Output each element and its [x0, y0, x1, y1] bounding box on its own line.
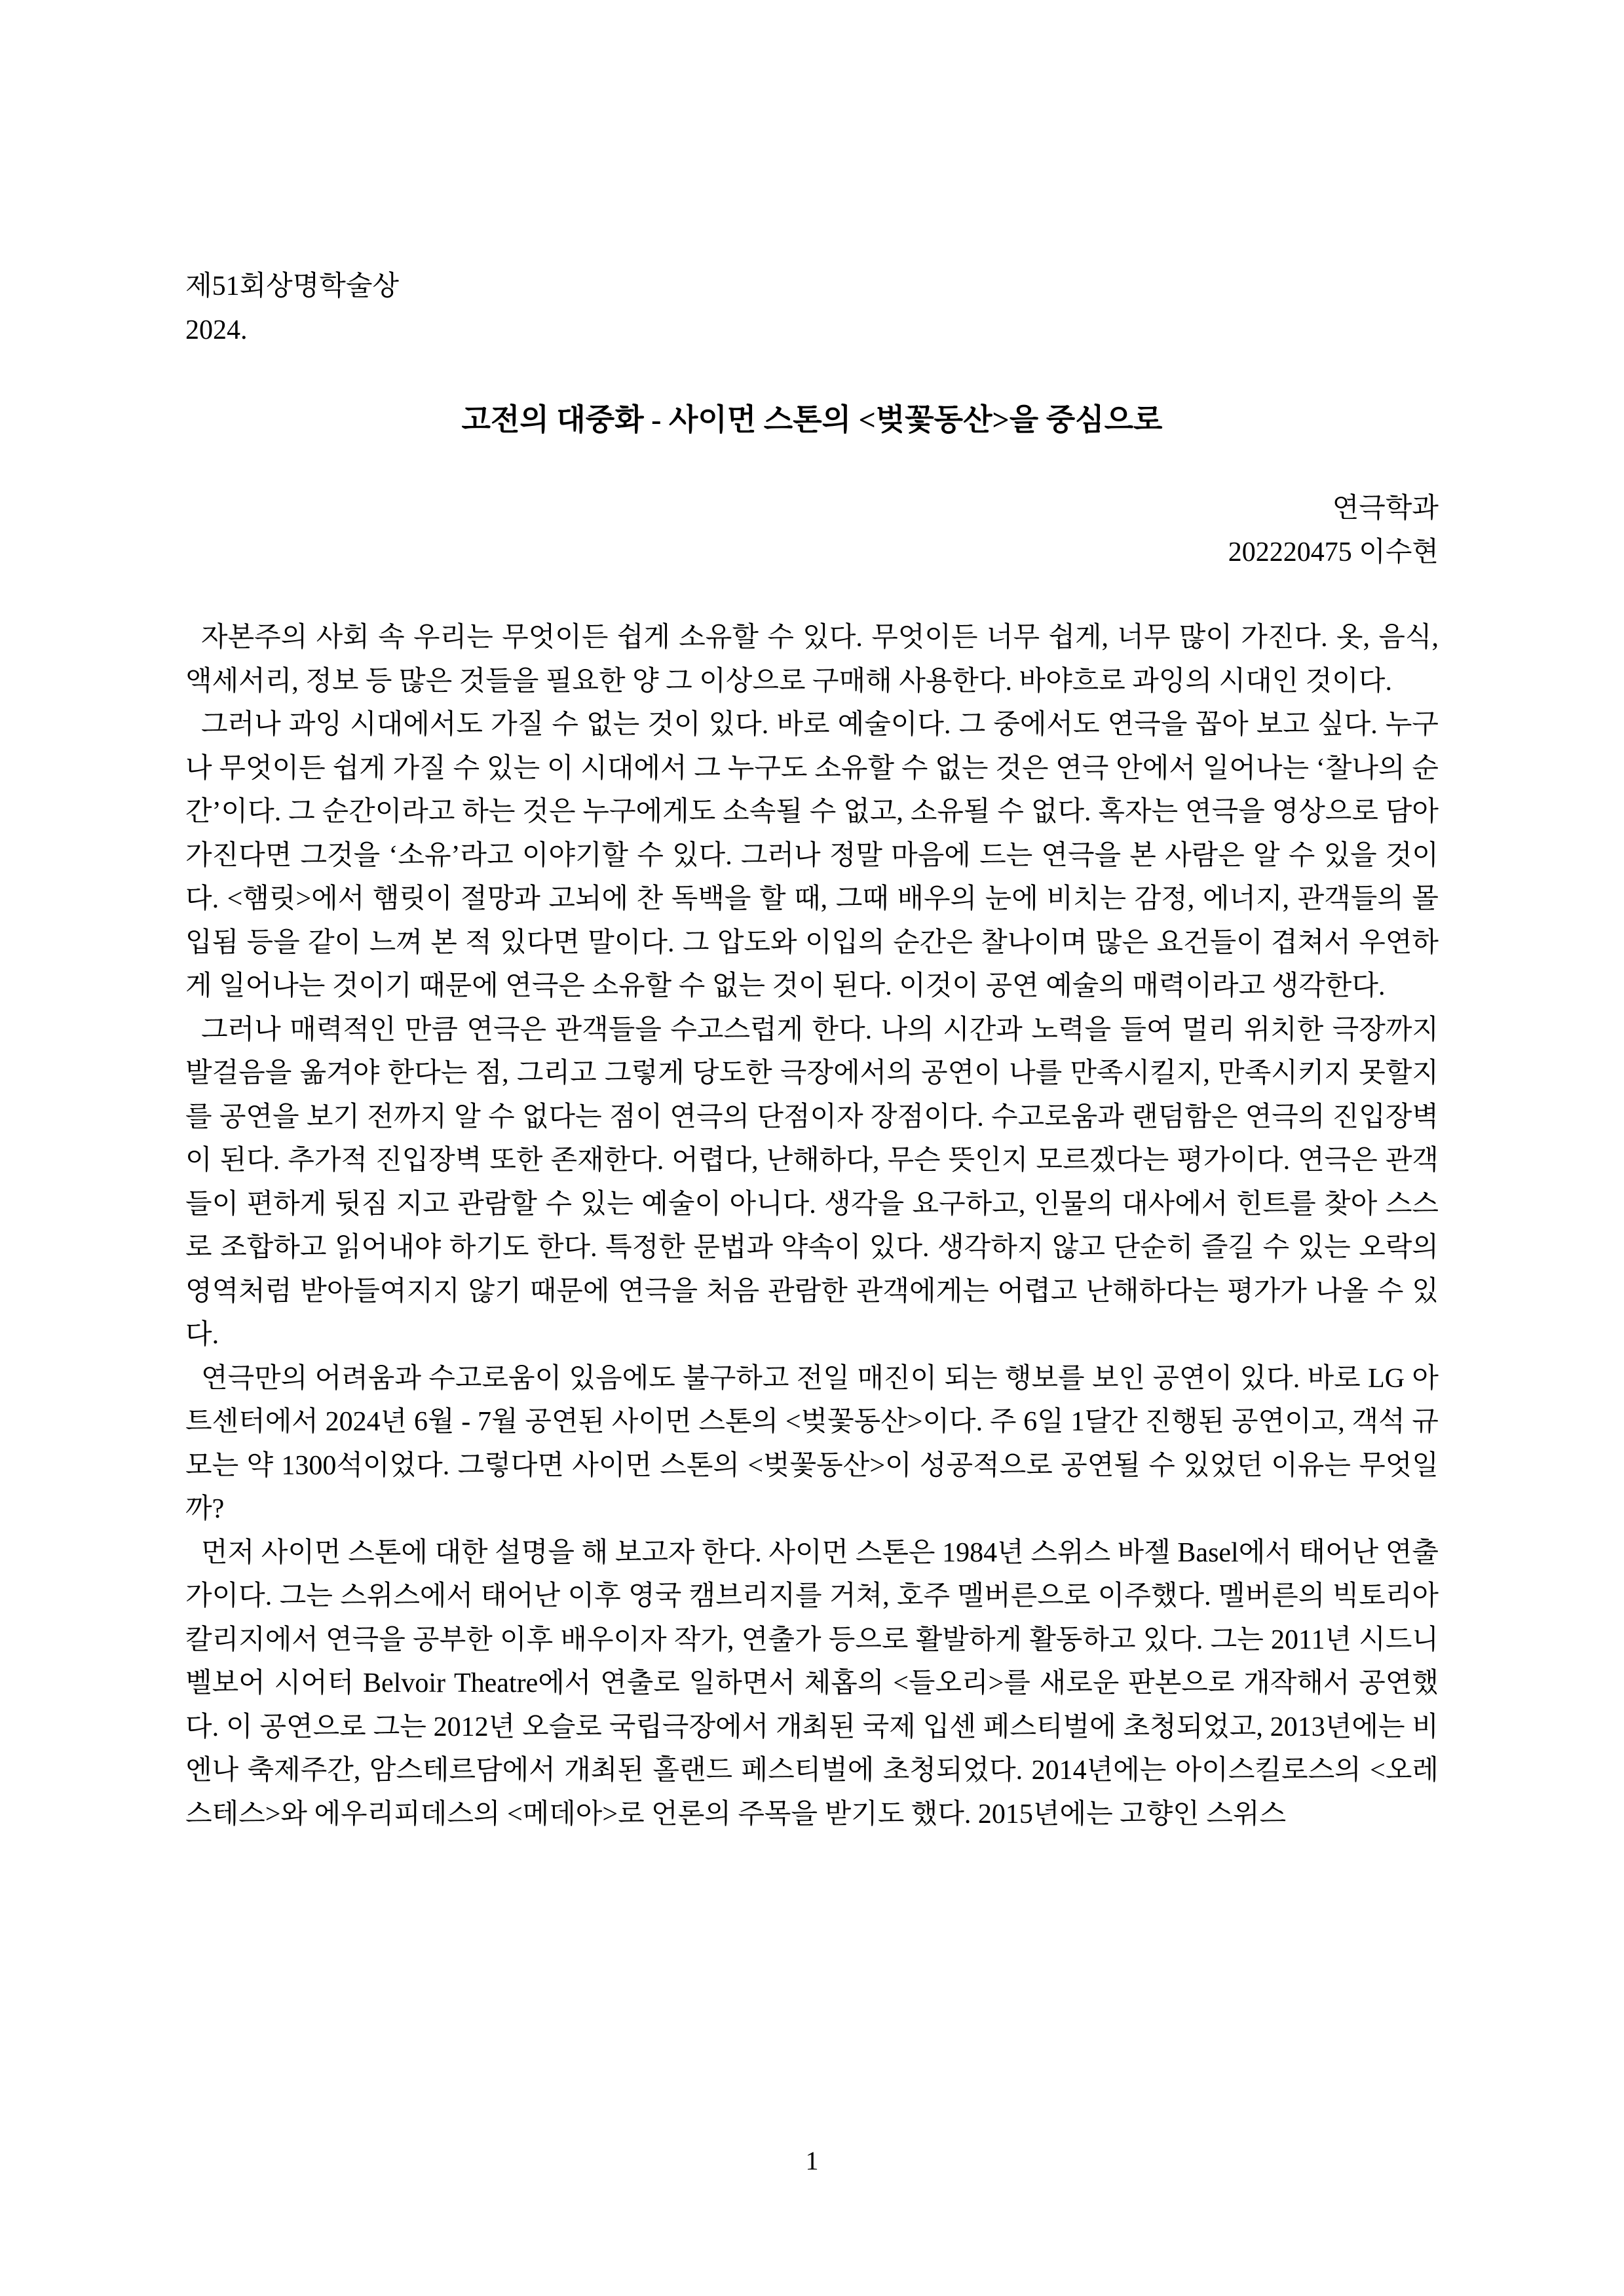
- page-number: 1: [805, 2146, 819, 2175]
- body-paragraph-3: 그러나 매력적인 만큼 연극은 관객들을 수고스럽게 한다. 나의 시간과 노력을 들여 멀리 위치한 극장까지 발걸음을 옮겨야 한다는 점, 그리고 그렇게 당도한 극장에서의 공연이 나를 만족시킬지, 만족시키지 못할지를 공연을 보기 전까지 알 수 없다는 점이 연극의 단점이자 장점이다. 수고로움과 랜덤함은 연극의 진입장벽이 된다. 추가적 진입장벽 또한 존재한다. 어렵다, 난해하다, 무슨 뜻인지 모르겠다는 평가이다. 연극은 관객들이 편하게 뒷짐 지고 관람할 수 있는 예술이 아니다. 생각을 요구하고, 인물의 대사에서 힌트를 찾아 스스로 조합하고 읽어내야 하기도 한다. 특정한 문법과 약속이 있다. 생각하지 않고 단순히 즐길 수 있는 오락의 영역처럼 받아들여지지 않기 때문에 연극을 처음 관람한 관객에게는 어렵고 난해하다는 평가가 나올 수 있다.: [185, 1014, 1439, 1350]
- byline-department: 연극학과: [1332, 493, 1439, 524]
- document-header: [185, 265, 1439, 352]
- body-paragraph-4: 연극만의 어려움과 수고로움이 있음에도 불구하고 전일 매진이 되는 행보를 보인 공연이 있다. 바로 LG 아트센터에서 2024년 6월 - 7월 공연된 사이먼 스톤의 <벚꽃동산>이다. 주 6일 1달간 진행된 공연이고, 객석 규모는 약 1300석이었다. 그렇다면 사이먼 스톤의 <벚꽃동산>이 성공적으로 공연될 수 있었던 이유는 무엇일까?: [185, 1363, 1439, 1524]
- award-title-line: 제51회상명학술상: [185, 271, 400, 301]
- body-paragraph-1: 자본주의 사회 속 우리는 무엇이든 쉽게 소유할 수 있다. 무엇이든 너무 쉽게, 너무 많이 가진다. 옷, 음식, 액세서리, 정보 등 많은 것들을 필요한 양 그 이상으로 구매해 사용한다. 바야흐로 과잉의 시대인 것이다.: [185, 622, 1439, 697]
- year-line: 2024.: [185, 315, 248, 345]
- byline-student-id-name: 202220475 이수현: [1228, 537, 1439, 567]
- document-body: [185, 616, 1439, 1836]
- page-title: 고전의 대중화 - 사이먼 스톤의 <벚꽃동산>을 중심으로: [461, 403, 1163, 436]
- body-paragraph-2: 그러나 과잉 시대에서도 가질 수 없는 것이 있다. 바로 예술이다. 그 중에서도 연극을 꼽아 보고 싶다. 누구나 무엇이든 쉽게 가질 수 있는 이 시대에서 그 누구도 소유할 수 없는 것은 연극 안에서 일어나는 ‘찰나의 순간’이다. 그 순간이라고 하는 것은 누구에게도 소속될 수 없고, 소유될 수 없다. 혹자는 연극을 영상으로 담아 가진다면 그것을 ‘소유’라고 이야기할 수 있다. 그러나 정말 마음에 드는 연극을 본 사람은 알 수 있을 것이다. <햄릿>에서 햄릿이 절망과 고뇌에 찬 독백을 할 때, 그때 배우의 눈에 비치는 감정, 에너지, 관객들의 몰입됨 등을 같이 느껴 본 적 있다면 말이다. 그 압도와 이입의 순간은 찰나이며 많은 요건들이 겹쳐서 우연하게 일어나는 것이기 때문에 연극은 소유할 수 없는 것이 된다. 이것이 공연 예술의 매력이라고 생각한다.: [185, 710, 1439, 1001]
- body-paragraph-5: 먼저 사이먼 스톤에 대한 설명을 해 보고자 한다. 사이먼 스톤은 1984년 스위스 바젤 Basel에서 태어난 연출가이다. 그는 스위스에서 태어난 이후 영국 캠브리지를 거쳐, 호주 멜버른으로 이주했다. 멜버른의 빅토리아 칼리지에서 연극을 공부한 이후 배우이자 작가, 연출가 등으로 활발하게 활동하고 있다. 그는 2011년 시드니 벨보어 시어터 Belvoir Theatre에서 연출로 일하면서 체홉의 <들오리>를 새로운 판본으로 개작해서 공연했다. 이 공연으로 그는 2012년 오슬로 국립극장에서 개최된 국제 입센 페스티벌에 초청되었고, 2013년에는 비엔나 축제주간, 암스테르담에서 개최된 홀랜드 페스티벌에 초청되었다. 2014년에는 아이스킬로스의 <오레스테스>와 에우리피데스의 <메데아>로 언론의 주목을 받기도 했다. 2015년에는 고향인 스위스: [185, 1537, 1439, 1829]
- byline: [185, 487, 1439, 574]
